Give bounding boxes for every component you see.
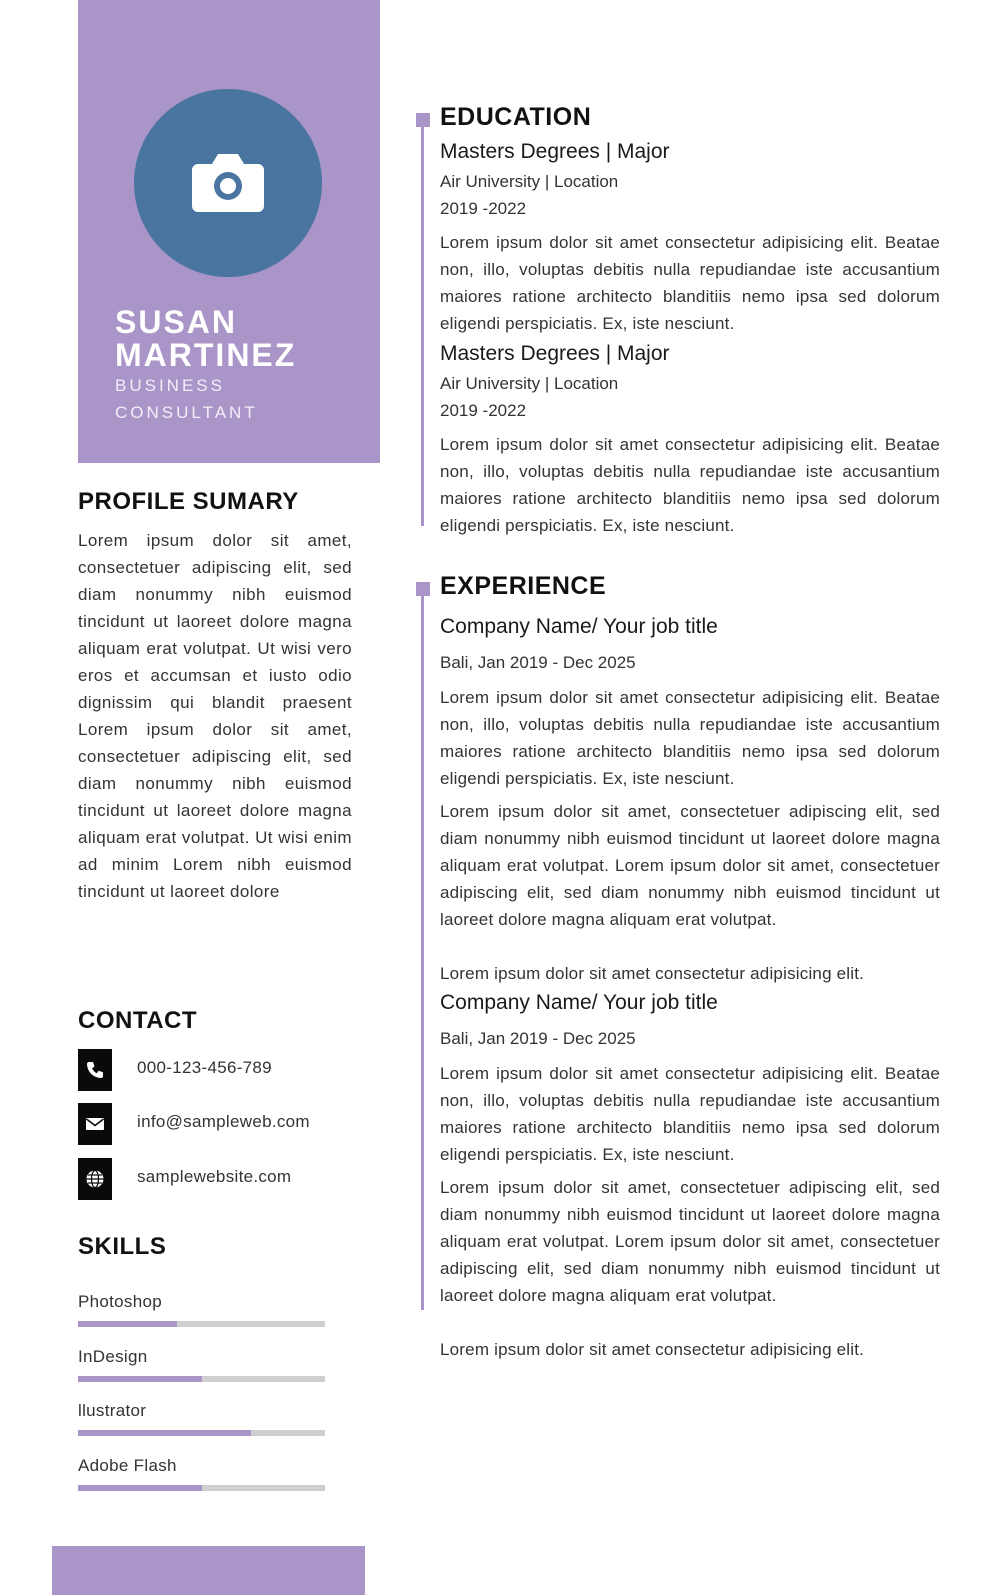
education-degree: Masters Degrees | Major [440,342,670,365]
experience-timeline-line [421,596,424,1310]
experience-details: Lorem ipsum dolor sit amet, consectetuer adipiscing elit, sed diam nonummy nibh euismod tincidunt ut laoreet dolore magna aliquam erat volutpat. Lorem ipsum dolor sit amet, consectetuer adipiscing elit, sed diam nonummy nibh euismod tincidunt ut laoreet dolore magna aliquam erat volutpat. [440,802,940,929]
experience-description: Lorem ipsum dolor sit amet consectetur adipisicing elit. Beatae non, illo, voluptas debitis nulla repudiandae iste accusantium maiores ratione architecto blanditiis nemo ipsa sed dolorum eligendi perspiciatis. Ex, iste nesciunt. [440,688,940,788]
skill-bar [78,1430,325,1436]
skill-label: Adobe Flash [78,1456,177,1475]
website-text[interactable]: samplewebsite.com [137,1167,292,1186]
experience-heading: EXPERIENCE [440,572,607,600]
experience-closing: Lorem ipsum dolor sit amet consectetur adipisicing elit. [440,964,865,983]
skills-heading: SKILLS [78,1233,167,1260]
skill-bar [78,1485,325,1491]
skill-item [78,1347,325,1382]
education-school: Air University | Location [440,172,619,191]
contact-heading: CONTACT [78,1007,198,1034]
envelope-icon [78,1103,112,1145]
education-marker [416,113,430,127]
skill-bar-fill [78,1485,202,1491]
footer-block [52,1546,365,1595]
experience-marker [416,582,430,596]
phone-icon [78,1049,112,1091]
skill-item [78,1401,325,1436]
skill-bar [78,1376,325,1382]
skill-bar-fill [78,1321,177,1327]
profile-text: Lorem ipsum dolor sit amet, consectetuer adipiscing elit, sed diam nonummy nibh euismod tincidunt ut laoreet dolore magna aliquam erat volutpat. Ut wisi vero eros et accumsan et iusto odio dignissim qui blandit praesent Lorem ipsum dolor sit amet, consectetuer adipiscing elit, sed diam nonummy nibh euismod tincidunt ut laoreet dolore magna aliquam erat volutpat. Ut wisi enim ad minim Lorem nibh euismod tincidunt ut laoreet dolore [78,531,352,901]
education-description: Lorem ipsum dolor sit amet consectetur adipisicing elit. Beatae non, illo, voluptas debitis nulla repudiandae iste accusantium maiores ratione architecto blanditiis nemo ipsa sed dolorum eligendi perspiciatis. Ex, iste nesciunt. [440,233,940,333]
skill-label: InDesign [78,1347,148,1366]
experience-description: Lorem ipsum dolor sit amet consectetur adipisicing elit. Beatae non, illo, voluptas debitis nulla repudiandae iste accusantium maiores ratione architecto blanditiis nemo ipsa sed dolorum eligendi perspiciatis. Ex, iste nesciunt. [440,1064,940,1164]
experience-position: Company Name/ Your job title [440,991,718,1014]
globe-icon [78,1158,112,1200]
education-years: 2019 -2022 [440,401,527,420]
education-years: 2019 -2022 [440,199,527,218]
person-name: SUSAN MARTINEZ [115,304,297,373]
experience-position: Company Name/ Your job title [440,615,718,638]
education-description: Lorem ipsum dolor sit amet consectetur adipisicing elit. Beatae non, illo, voluptas debitis nulla repudiandae iste accusantium maiores ratione architecto blanditiis nemo ipsa sed dolorum eligendi perspiciatis. Ex, iste nesciunt. [440,435,940,535]
person-job-title: BUSINESS CONSULTANT [115,376,258,422]
skill-bar [78,1321,325,1327]
skill-item [78,1456,325,1491]
skill-bar-fill [78,1376,202,1382]
education-degree: Masters Degrees | Major [440,140,670,163]
education-timeline-line [421,127,424,526]
skill-bar-fill [78,1430,251,1436]
experience-closing: Lorem ipsum dolor sit amet consectetur adipisicing elit. [440,1340,865,1359]
camera-icon [188,146,268,216]
experience-period: Bali, Jan 2019 - Dec 2025 [440,653,636,672]
contact-website [78,1158,378,1200]
phone-text[interactable]: 000-123-456-789 [137,1058,272,1077]
education-heading: EDUCATION [440,103,592,131]
contact-email [78,1103,378,1145]
experience-details: Lorem ipsum dolor sit amet, consectetuer adipiscing elit, sed diam nonummy nibh euismod tincidunt ut laoreet dolore magna aliquam erat volutpat. Lorem ipsum dolor sit amet, consectetuer adipiscing elit, sed diam nonummy nibh euismod tincidunt ut laoreet dolore magna aliquam erat volutpat. [440,1178,940,1305]
experience-period: Bali, Jan 2019 - Dec 2025 [440,1029,636,1048]
skill-label: llustrator [78,1401,147,1420]
skill-label: Photoshop [78,1292,162,1311]
education-school: Air University | Location [440,374,619,393]
skill-item [78,1292,325,1327]
email-text[interactable]: info@sampleweb.com [137,1112,310,1131]
profile-heading: PROFILE SUMARY [78,488,299,515]
contact-phone [78,1049,378,1091]
